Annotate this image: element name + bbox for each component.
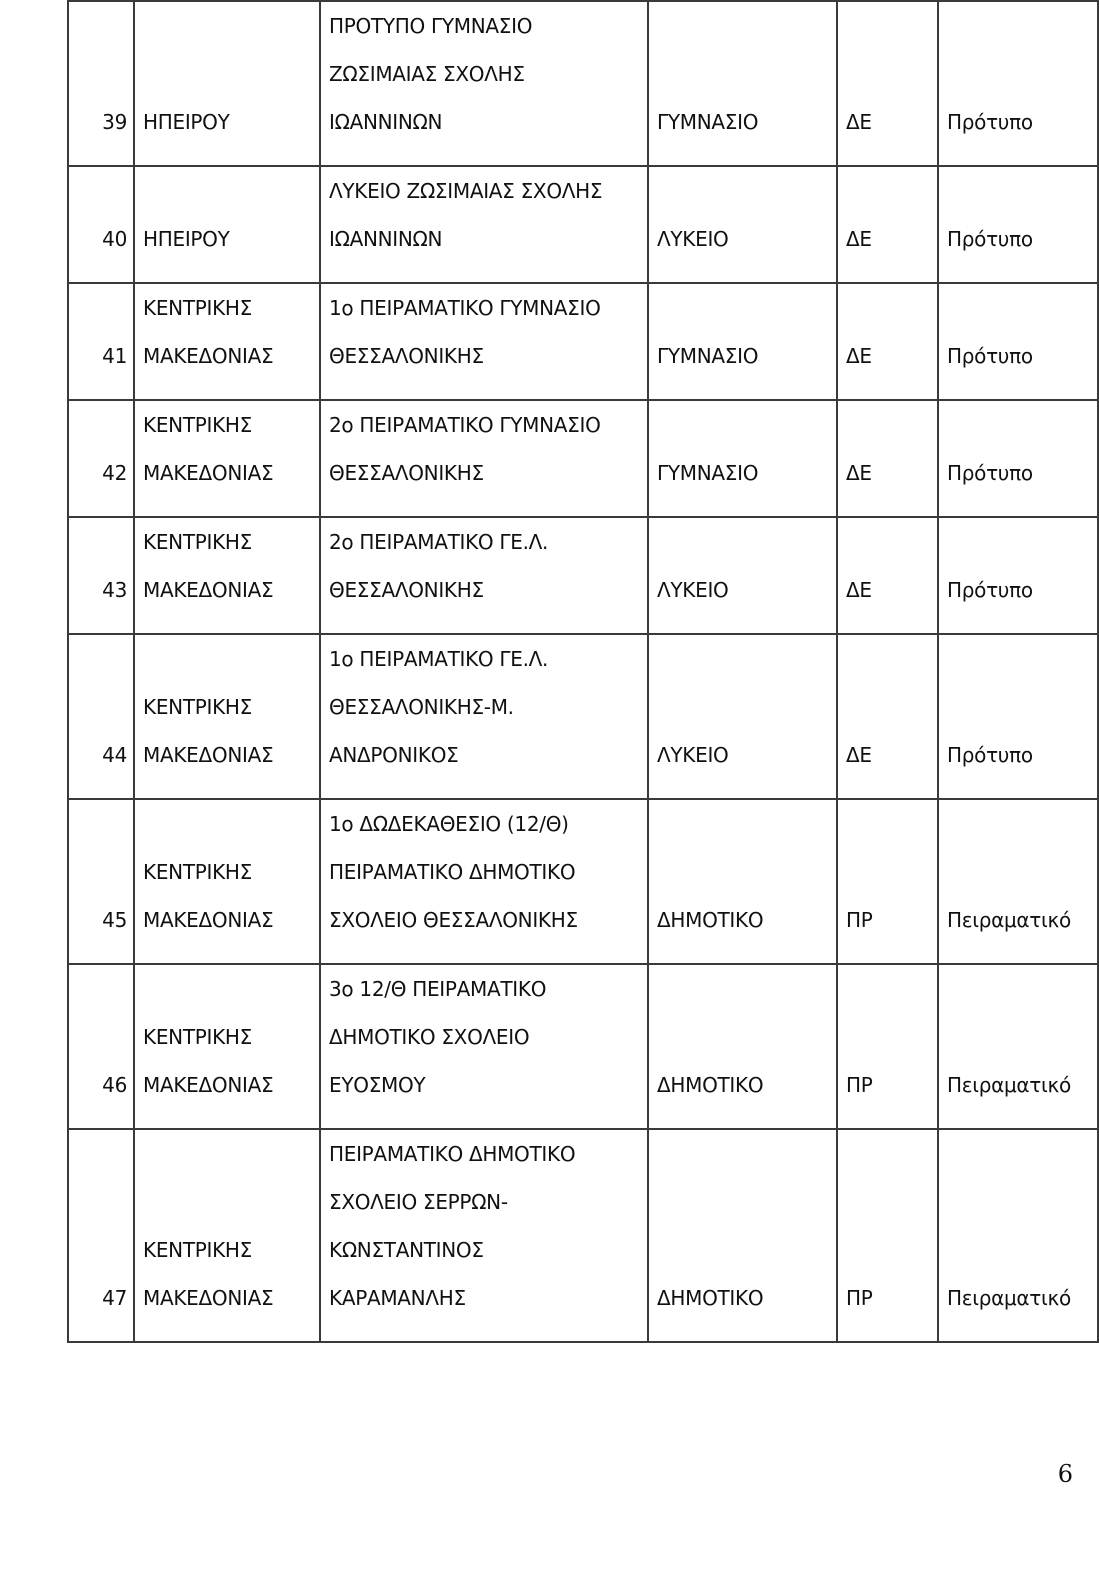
- region-cell: [134, 799, 320, 964]
- region-cell: [134, 400, 320, 517]
- school-type-cell: ΛΥΚΕΙΟ: [648, 634, 837, 799]
- school-name-line: 1ο ΠΕΙΡΑΜΑΤΙΚΟ ΓΕ.Λ.: [329, 647, 549, 671]
- region-line: ΚΕΝΤΡΙΚΗΣ: [143, 530, 252, 554]
- school-type-cell: ΓΥΜΝΑΣΙΟ: [648, 1, 837, 166]
- education-level-cell: ΔΕ: [837, 517, 938, 634]
- school-name-line: ΑΝΔΡΟΝΙΚΟΣ: [329, 743, 459, 767]
- school-name-line: 1ο ΠΕΙΡΑΜΑΤΙΚΟ ΓΥΜΝΑΣΙΟ: [329, 296, 601, 320]
- school-name-line: ΣΧΟΛΕΙΟ ΘΕΣΣΑΛΟΝΙΚΗΣ: [329, 908, 578, 932]
- page-number: 6: [1057, 1460, 1073, 1488]
- school-name-line: ΠΕΙΡΑΜΑΤΙΚΟ ΔΗΜΟΤΙΚΟ: [329, 860, 576, 884]
- region-line: ΜΑΚΕΔΟΝΙΑΣ: [143, 908, 274, 932]
- education-level-cell: ΔΕ: [837, 1, 938, 166]
- school-name-line: ΘΕΣΣΑΛΟΝΙΚΗΣ: [329, 344, 484, 368]
- category-cell: Πρότυπο: [938, 1, 1098, 166]
- region-cell: [134, 1129, 320, 1342]
- school-name-line: ΘΕΣΣΑΛΟΝΙΚΗΣ-Μ.: [329, 695, 514, 719]
- category-cell: Πειραματικό: [938, 1129, 1098, 1342]
- school-type-cell: ΛΥΚΕΙΟ: [648, 166, 837, 283]
- school-name-cell: [320, 1129, 648, 1342]
- region-cell: [134, 1, 320, 166]
- region-line: ΚΕΝΤΡΙΚΗΣ: [143, 1025, 252, 1049]
- school-name-line: ΖΩΣΙΜΑΙΑΣ ΣΧΟΛΗΣ: [329, 62, 525, 86]
- region-line: ΜΑΚΕΔΟΝΙΑΣ: [143, 344, 274, 368]
- row-number: 47: [68, 1129, 134, 1342]
- row-number: 42: [68, 400, 134, 517]
- education-level-cell: ΔΕ: [837, 283, 938, 400]
- region-line: ΜΑΚΕΔΟΝΙΑΣ: [143, 1286, 274, 1310]
- school-name-cell: [320, 799, 648, 964]
- category-cell: Πειραματικό: [938, 799, 1098, 964]
- school-name-line: ΠΡΟΤΥΠΟ ΓΥΜΝΑΣΙΟ: [329, 14, 533, 38]
- row-number: 46: [68, 964, 134, 1129]
- region-line: ΜΑΚΕΔΟΝΙΑΣ: [143, 743, 274, 767]
- education-level-cell: ΠΡ: [837, 1129, 938, 1342]
- education-level-cell: ΠΡ: [837, 799, 938, 964]
- school-name-cell: [320, 283, 648, 400]
- row-number: 43: [68, 517, 134, 634]
- school-name-cell: [320, 634, 648, 799]
- table-row: [68, 1, 1098, 166]
- school-name-cell: [320, 1, 648, 166]
- school-name-line: ΕΥΟΣΜΟΥ: [329, 1073, 426, 1097]
- table-row: [68, 799, 1098, 964]
- school-type-cell: ΓΥΜΝΑΣΙΟ: [648, 283, 837, 400]
- school-name-line: ΘΕΣΣΑΛΟΝΙΚΗΣ: [329, 578, 484, 602]
- school-name-line: 2ο ΠΕΙΡΑΜΑΤΙΚΟ ΓΥΜΝΑΣΙΟ: [329, 413, 601, 437]
- education-level-cell: ΔΕ: [837, 166, 938, 283]
- table-row: [68, 166, 1098, 283]
- school-name-line: ΙΩΑΝΝΙΝΩΝ: [329, 110, 443, 134]
- region-line: ΚΕΝΤΡΙΚΗΣ: [143, 695, 252, 719]
- region-line: ΜΑΚΕΔΟΝΙΑΣ: [143, 461, 274, 485]
- school-name-line: ΔΗΜΟΤΙΚΟ ΣΧΟΛΕΙΟ: [329, 1025, 530, 1049]
- category-cell: Πρότυπο: [938, 166, 1098, 283]
- row-number: 39: [68, 1, 134, 166]
- school-name-line: ΣΧΟΛΕΙΟ ΣΕΡΡΩΝ-: [329, 1190, 508, 1214]
- table-row: [68, 634, 1098, 799]
- region-cell: [134, 634, 320, 799]
- school-type-cell: ΔΗΜΟΤΙΚΟ: [648, 964, 837, 1129]
- category-cell: Πρότυπο: [938, 517, 1098, 634]
- region-cell: [134, 283, 320, 400]
- school-name-line: ΘΕΣΣΑΛΟΝΙΚΗΣ: [329, 461, 484, 485]
- school-name-line: 3ο 12/Θ ΠΕΙΡΑΜΑΤΙΚΟ: [329, 977, 547, 1001]
- row-number: 41: [68, 283, 134, 400]
- schools-table: [67, 0, 1099, 1343]
- school-name-line: 2ο ΠΕΙΡΑΜΑΤΙΚΟ ΓΕ.Λ.: [329, 530, 549, 554]
- table-row: [68, 400, 1098, 517]
- education-level-cell: ΔΕ: [837, 400, 938, 517]
- row-number: 45: [68, 799, 134, 964]
- school-name-cell: [320, 400, 648, 517]
- row-number: 44: [68, 634, 134, 799]
- school-name-cell: [320, 964, 648, 1129]
- table-row: [68, 1129, 1098, 1342]
- region-cell: [134, 517, 320, 634]
- category-cell: Πρότυπο: [938, 634, 1098, 799]
- school-name-line: ΛΥΚΕΙΟ ΖΩΣΙΜΑΙΑΣ ΣΧΟΛΗΣ: [329, 179, 603, 203]
- school-name-cell: [320, 517, 648, 634]
- category-cell: Πειραματικό: [938, 964, 1098, 1129]
- region-line: ΚΕΝΤΡΙΚΗΣ: [143, 296, 252, 320]
- table-row: [68, 283, 1098, 400]
- region-line: ΜΑΚΕΔΟΝΙΑΣ: [143, 578, 274, 602]
- region-line: ΚΕΝΤΡΙΚΗΣ: [143, 1238, 252, 1262]
- education-level-cell: ΠΡ: [837, 964, 938, 1129]
- region-cell: [134, 964, 320, 1129]
- table-row: [68, 964, 1098, 1129]
- school-type-cell: ΛΥΚΕΙΟ: [648, 517, 837, 634]
- region-line: ΜΑΚΕΔΟΝΙΑΣ: [143, 1073, 274, 1097]
- row-number: 40: [68, 166, 134, 283]
- table-row: [68, 517, 1098, 634]
- school-type-cell: ΔΗΜΟΤΙΚΟ: [648, 799, 837, 964]
- region-line: ΚΕΝΤΡΙΚΗΣ: [143, 413, 252, 437]
- school-type-cell: ΔΗΜΟΤΙΚΟ: [648, 1129, 837, 1342]
- school-name-line: ΠΕΙΡΑΜΑΤΙΚΟ ΔΗΜΟΤΙΚΟ: [329, 1142, 576, 1166]
- school-name-line: ΚΩΝΣΤΑΝΤΙΝΟΣ: [329, 1238, 484, 1262]
- region-line: ΚΕΝΤΡΙΚΗΣ: [143, 860, 252, 884]
- schools-table-body: [68, 1, 1098, 1342]
- region-cell: [134, 166, 320, 283]
- region-line: ΗΠΕΙΡΟΥ: [143, 110, 230, 134]
- school-name-cell: [320, 166, 648, 283]
- category-cell: Πρότυπο: [938, 400, 1098, 517]
- category-cell: Πρότυπο: [938, 283, 1098, 400]
- region-line: ΗΠΕΙΡΟΥ: [143, 227, 230, 251]
- school-name-line: ΚΑΡΑΜΑΝΛΗΣ: [329, 1286, 466, 1310]
- school-name-line: 1ο ΔΩΔΕΚΑΘΕΣΙΟ (12/Θ): [329, 812, 569, 836]
- school-type-cell: ΓΥΜΝΑΣΙΟ: [648, 400, 837, 517]
- school-name-line: ΙΩΑΝΝΙΝΩΝ: [329, 227, 443, 251]
- education-level-cell: ΔΕ: [837, 634, 938, 799]
